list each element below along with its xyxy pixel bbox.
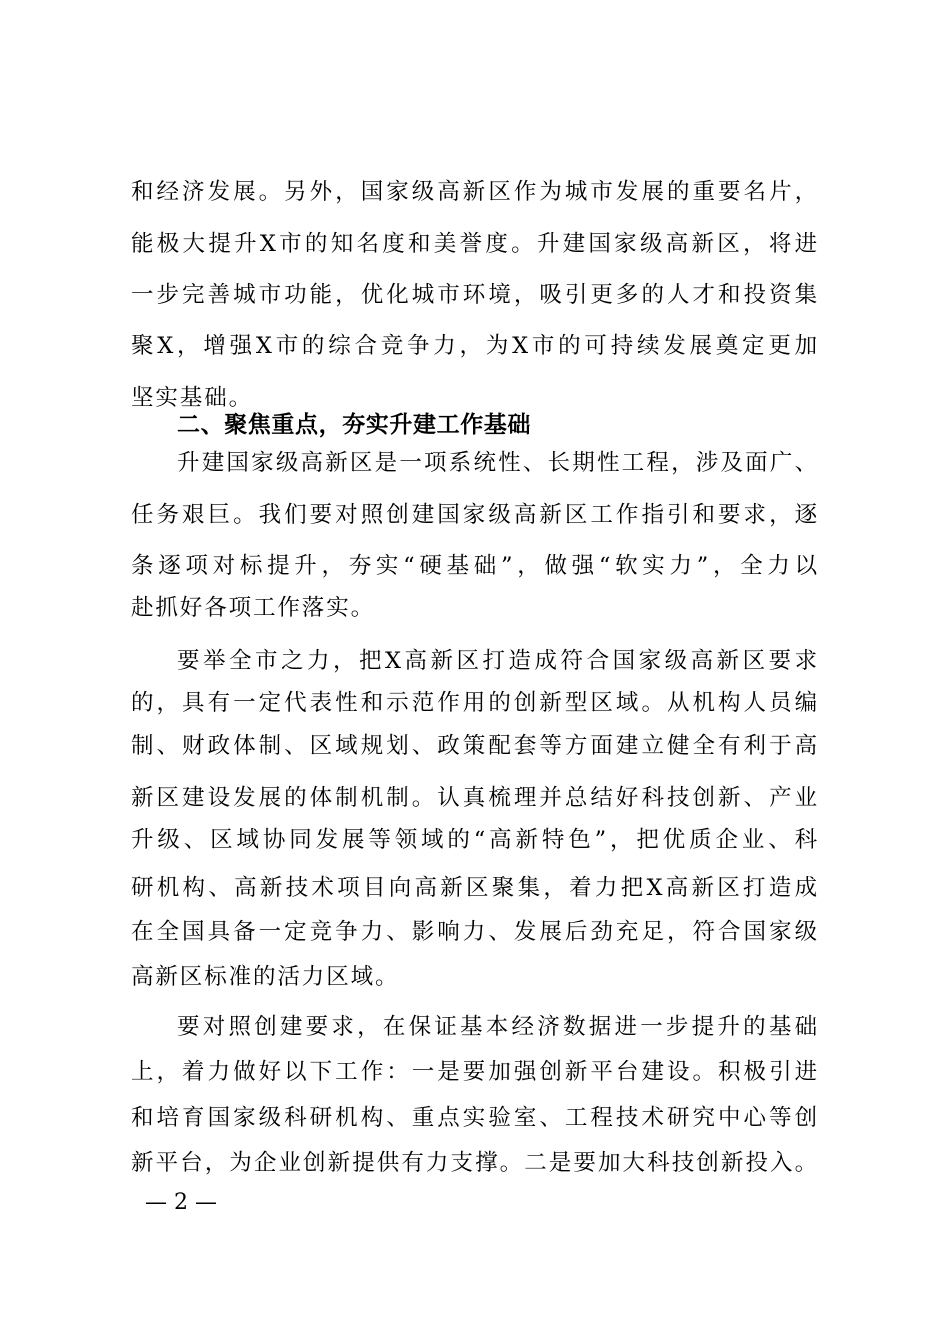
body-text-line: 条逐项对标提升，夯实“硬基础”，做强“软实力”，全力以 bbox=[131, 553, 819, 579]
body-text-line: 要对照创建要求，在保证基本经济数据进一步提升的基础 bbox=[177, 1014, 819, 1040]
body-text-line: 升级、区域协同发展等领域的“高新特色”，把优质企业、科 bbox=[131, 827, 819, 853]
body-text-line: 要举全市之力，把X高新区打造成符合国家级高新区要求 bbox=[177, 648, 819, 674]
body-text-line: 研机构、高新技术项目向高新区聚集，着力把X高新区打造成 bbox=[131, 875, 819, 901]
page-number: — 2 — bbox=[145, 1190, 217, 1215]
body-text-line: 新平台，为企业创新提供有力支撑。二是要加大科技创新投入。 bbox=[131, 1150, 819, 1176]
body-text-line: 新区建设发展的体制机制。认真梳理并总结好科技创新、产业 bbox=[131, 785, 819, 811]
body-text-line: 赴抓好各项工作落实。 bbox=[131, 595, 376, 621]
body-text-line: 高新区标准的活力区域。 bbox=[131, 964, 400, 990]
body-text-line: 在全国具备一定竞争力、影响力、发展后劲充足，符合国家级 bbox=[131, 919, 819, 945]
body-text-line: 升建国家级高新区是一项系统性、长期性工程，涉及面广、 bbox=[177, 450, 819, 476]
body-text-line: 能极大提升X市的知名度和美誉度。升建国家级高新区，将进 bbox=[131, 231, 819, 257]
body-text-line: 和培育国家级科研机构、重点实验室、工程技术研究中心等创 bbox=[131, 1105, 819, 1131]
body-text-line: 一步完善城市功能，优化城市环境，吸引更多的人才和投资集 bbox=[131, 282, 819, 308]
body-text-line: 的，具有一定代表性和示范作用的创新型区域。从机构人员编 bbox=[131, 690, 819, 716]
body-text-line: 和经济发展。另外，国家级高新区作为城市发展的重要名片， bbox=[131, 179, 819, 205]
body-text-line: 上，着力做好以下工作：一是要加强创新平台建设。积极引进 bbox=[131, 1059, 819, 1085]
body-text-line: 制、财政体制、区域规划、政策配套等方面建立健全有利于高 bbox=[131, 733, 819, 759]
section-heading: 二、聚焦重点，夯实升建工作基础 bbox=[177, 412, 531, 438]
body-text-line: 聚X，增强X市的综合竞争力，为X市的可持续发展奠定更加 bbox=[131, 333, 819, 359]
body-text-line: 任务艰巨。我们要对照创建国家级高新区工作指引和要求，逐 bbox=[131, 502, 819, 528]
body-text-line: 坚实基础。 bbox=[131, 385, 254, 411]
